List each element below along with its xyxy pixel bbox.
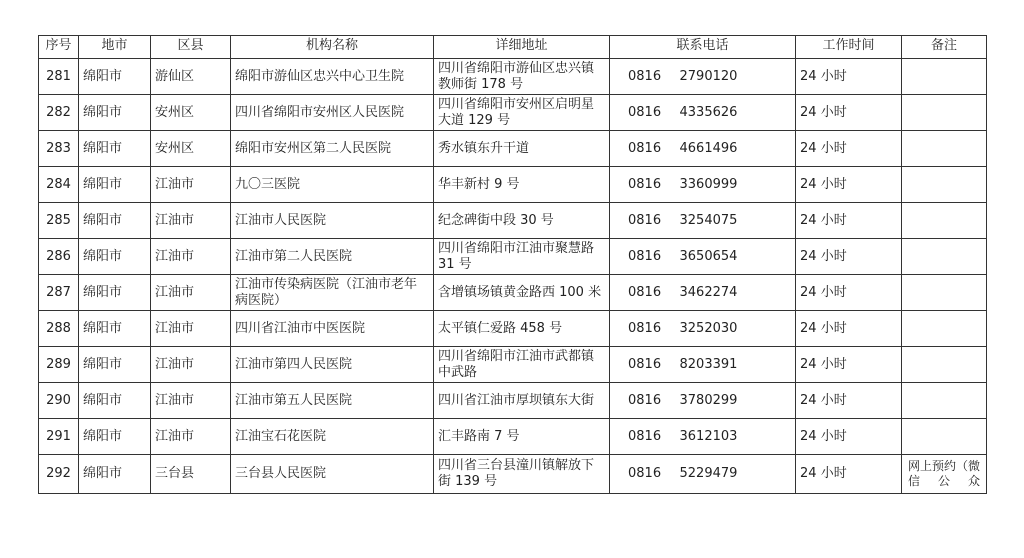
- table-row: [39, 95, 987, 131]
- row-district: 江油市: [151, 347, 231, 383]
- row-phone: 3254075: [678, 203, 796, 239]
- row-no: 287: [39, 275, 79, 311]
- row-district: 江油市: [151, 239, 231, 275]
- row-phone: 3650654: [678, 239, 796, 275]
- row-city: 绵阳市: [79, 311, 151, 347]
- row-name: 四川省绵阳市安州区人民医院: [231, 95, 434, 131]
- header-district: 区县: [151, 36, 231, 59]
- row-no: 290: [39, 383, 79, 419]
- row-address: 四川省绵阳市江油市聚慧路 31 号: [434, 239, 610, 275]
- row-hours: 24 小时: [796, 167, 902, 203]
- row-city: 绵阳市: [79, 419, 151, 455]
- row-no: 288: [39, 311, 79, 347]
- row-name: 江油市第四人民医院: [231, 347, 434, 383]
- header-address: 详细地址: [434, 36, 610, 59]
- row-address: 四川省绵阳市安州区启明星大道 129 号: [434, 95, 610, 131]
- row-city: 绵阳市: [79, 167, 151, 203]
- table-row: [39, 419, 987, 455]
- row-area-code: 0816: [610, 203, 678, 239]
- row-district: 三台县: [151, 455, 231, 494]
- row-note: [902, 203, 987, 239]
- table-row: [39, 455, 987, 494]
- row-note: [902, 311, 987, 347]
- row-area-code: 0816: [610, 239, 678, 275]
- row-hours: 24 小时: [796, 311, 902, 347]
- table-row: [39, 311, 987, 347]
- row-city: 绵阳市: [79, 347, 151, 383]
- header-city: 地市: [79, 36, 151, 59]
- row-district: 江油市: [151, 167, 231, 203]
- row-address: 华丰新村 9 号: [434, 167, 610, 203]
- row-city: 绵阳市: [79, 455, 151, 494]
- header-phone: 联系电话: [610, 36, 796, 59]
- row-hours: 24 小时: [796, 419, 902, 455]
- hospital-table: [38, 35, 987, 494]
- row-phone: 5229479: [678, 455, 796, 494]
- row-phone: 3780299: [678, 383, 796, 419]
- row-hours: 24 小时: [796, 95, 902, 131]
- row-no: 283: [39, 131, 79, 167]
- row-city: 绵阳市: [79, 59, 151, 95]
- row-area-code: 0816: [610, 167, 678, 203]
- row-area-code: 0816: [610, 383, 678, 419]
- table-row: [39, 167, 987, 203]
- row-no: 281: [39, 59, 79, 95]
- row-hours: 24 小时: [796, 455, 902, 494]
- row-name: 江油市传染病医院（江油市老年病医院）: [231, 275, 434, 311]
- header-note: 备注: [902, 36, 987, 59]
- row-city: 绵阳市: [79, 275, 151, 311]
- row-area-code: 0816: [610, 131, 678, 167]
- row-hours: 24 小时: [796, 131, 902, 167]
- row-district: 江油市: [151, 311, 231, 347]
- row-name: 三台县人民医院: [231, 455, 434, 494]
- header-row: [39, 36, 987, 59]
- row-district: 江油市: [151, 203, 231, 239]
- row-name: 江油宝石花医院: [231, 419, 434, 455]
- row-note: [902, 275, 987, 311]
- row-district: 江油市: [151, 383, 231, 419]
- row-no: 285: [39, 203, 79, 239]
- row-note: [902, 59, 987, 95]
- row-phone: 3462274: [678, 275, 796, 311]
- row-area-code: 0816: [610, 311, 678, 347]
- table-row: [39, 383, 987, 419]
- row-no: 289: [39, 347, 79, 383]
- row-area-code: 0816: [610, 419, 678, 455]
- row-city: 绵阳市: [79, 95, 151, 131]
- table-row: [39, 275, 987, 311]
- row-hours: 24 小时: [796, 383, 902, 419]
- row-note: [902, 95, 987, 131]
- row-address: 含增镇场镇黄金路西 100 米: [434, 275, 610, 311]
- row-district: 安州区: [151, 95, 231, 131]
- row-district: 江油市: [151, 275, 231, 311]
- row-phone: 8203391: [678, 347, 796, 383]
- row-name: 绵阳市安州区第二人民医院: [231, 131, 434, 167]
- row-city: 绵阳市: [79, 239, 151, 275]
- row-note: [902, 167, 987, 203]
- row-hours: 24 小时: [796, 275, 902, 311]
- header-hours: 工作时间: [796, 36, 902, 59]
- row-note: [902, 347, 987, 383]
- row-city: 绵阳市: [79, 203, 151, 239]
- row-no: 284: [39, 167, 79, 203]
- row-address: 太平镇仁爱路 458 号: [434, 311, 610, 347]
- row-address: 四川省三台县潼川镇解放下街 139 号: [434, 455, 610, 494]
- row-note: 网上预约（微信公众: [902, 455, 987, 494]
- row-hours: 24 小时: [796, 59, 902, 95]
- row-area-code: 0816: [610, 347, 678, 383]
- row-no: 282: [39, 95, 79, 131]
- row-address: 汇丰路南 7 号: [434, 419, 610, 455]
- row-district: 江油市: [151, 419, 231, 455]
- row-area-code: 0816: [610, 275, 678, 311]
- row-note: [902, 131, 987, 167]
- table-row: [39, 59, 987, 95]
- table-row: [39, 203, 987, 239]
- row-phone: 4661496: [678, 131, 796, 167]
- row-district: 游仙区: [151, 59, 231, 95]
- row-phone: 3612103: [678, 419, 796, 455]
- row-area-code: 0816: [610, 95, 678, 131]
- row-area-code: 0816: [610, 455, 678, 494]
- row-phone: 4335626: [678, 95, 796, 131]
- document-page: [38, 35, 986, 494]
- row-hours: 24 小时: [796, 347, 902, 383]
- row-name: 江油市人民医院: [231, 203, 434, 239]
- table-row: [39, 131, 987, 167]
- row-name: 九〇三医院: [231, 167, 434, 203]
- row-area-code: 0816: [610, 59, 678, 95]
- row-name: 绵阳市游仙区忠兴中心卫生院: [231, 59, 434, 95]
- header-no: 序号: [39, 36, 79, 59]
- row-no: 291: [39, 419, 79, 455]
- row-no: 286: [39, 239, 79, 275]
- row-city: 绵阳市: [79, 131, 151, 167]
- header-name: 机构名称: [231, 36, 434, 59]
- row-phone: 3252030: [678, 311, 796, 347]
- row-name: 四川省江油市中医医院: [231, 311, 434, 347]
- row-district: 安州区: [151, 131, 231, 167]
- row-note: [902, 419, 987, 455]
- row-note: [902, 239, 987, 275]
- row-no: 292: [39, 455, 79, 494]
- row-name: 江油市第二人民医院: [231, 239, 434, 275]
- row-address: 四川省绵阳市江油市武都镇中武路: [434, 347, 610, 383]
- table-row: [39, 347, 987, 383]
- row-address: 四川省绵阳市游仙区忠兴镇教师街 178 号: [434, 59, 610, 95]
- row-name: 江油市第五人民医院: [231, 383, 434, 419]
- row-address: 纪念碑街中段 30 号: [434, 203, 610, 239]
- row-note: [902, 383, 987, 419]
- row-address: 四川省江油市厚坝镇东大街: [434, 383, 610, 419]
- table-row: [39, 239, 987, 275]
- row-address: 秀水镇东升干道: [434, 131, 610, 167]
- row-city: 绵阳市: [79, 383, 151, 419]
- row-phone: 3360999: [678, 167, 796, 203]
- row-hours: 24 小时: [796, 239, 902, 275]
- row-hours: 24 小时: [796, 203, 902, 239]
- row-phone: 2790120: [678, 59, 796, 95]
